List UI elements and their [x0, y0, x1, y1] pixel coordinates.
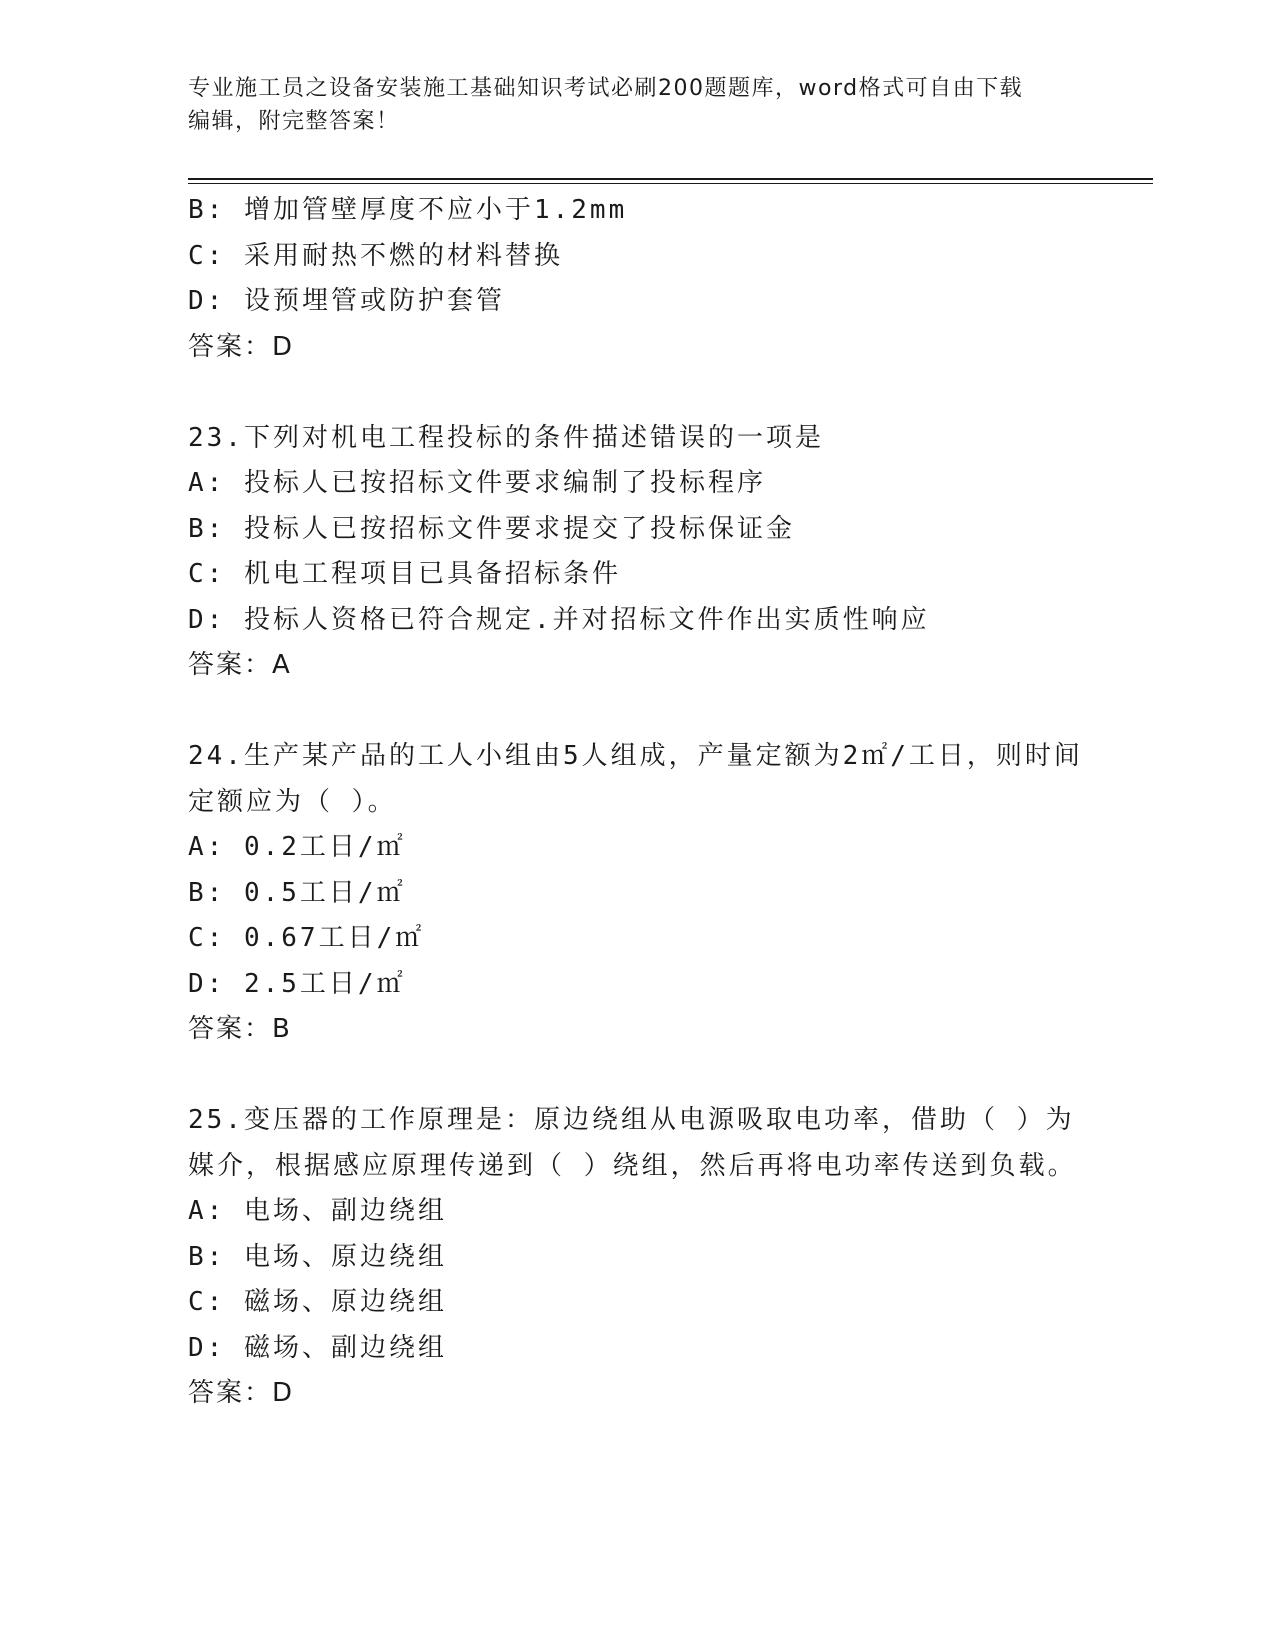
option-b: B: 增加管壁厚度不应小于1.2mm: [188, 195, 628, 225]
answer: 答案：D: [188, 331, 295, 362]
option-b: B: 电场、原边绕组: [188, 1241, 447, 1272]
question-stem-line-1: 25.变压器的工作原理是：原边绕组从电源吸取电功率，借助（ ）为: [188, 1105, 1075, 1135]
option-a: A: 0.2工日/㎡: [188, 832, 406, 862]
option-d: D: 投标人资格已符合规定.并对招标文件作出实质性响应: [188, 604, 930, 635]
question-stem: 23.下列对机电工程投标的条件描述错误的一项是: [188, 422, 824, 453]
header-line-1: 专业施工员之设备安装施工基础知识考试必刷200题题库，word格式可自由下载: [188, 76, 1024, 101]
question-stem-line-2: 定额应为（ ）。: [188, 786, 397, 817]
question-24: [188, 734, 1128, 1053]
option-d: D: 2.5工日/㎡: [188, 968, 406, 999]
answer: 答案：D: [188, 1378, 295, 1408]
header-line-2: 编辑，附完整答案！: [188, 109, 400, 134]
option-b: B: 投标人已按招标文件要求提交了投标保证金: [188, 513, 795, 544]
option-c: C: 机电工程项目已具备招标条件: [188, 559, 621, 589]
answer: 答案：B: [188, 1014, 292, 1044]
document-header: [188, 72, 1068, 138]
option-d: D: 磁场、副边绕组: [188, 1332, 447, 1363]
option-a: A: 投标人已按招标文件要求编制了投标程序: [188, 468, 766, 498]
option-d: D: 设预埋管或防护套管: [188, 286, 505, 316]
answer: 答案：A: [188, 650, 292, 680]
question-stem-line-2: 媒介，根据感应原理传递到（ ）绕组，然后再将电功率传送到负载。: [188, 1150, 1077, 1181]
question-23: [188, 416, 1128, 689]
header-divider-thick: [188, 178, 1153, 180]
question-25: [188, 1098, 1128, 1417]
option-b: B: 0.5工日/㎡: [188, 877, 406, 908]
question-stem-line-1: 24.生产某产品的工人小组由5人组成，产量定额为2㎡/工日，则时间: [188, 741, 1083, 771]
question-list: [188, 188, 1128, 1417]
question-22: [188, 188, 1128, 370]
option-c: C: 磁场、原边绕组: [188, 1287, 447, 1317]
header-divider-thin: [188, 183, 1153, 184]
option-c: C: 0.67工日/㎡: [188, 923, 425, 953]
option-a: A: 电场、副边绕组: [188, 1196, 447, 1226]
option-c: C: 采用耐热不燃的材料替换: [188, 240, 563, 271]
